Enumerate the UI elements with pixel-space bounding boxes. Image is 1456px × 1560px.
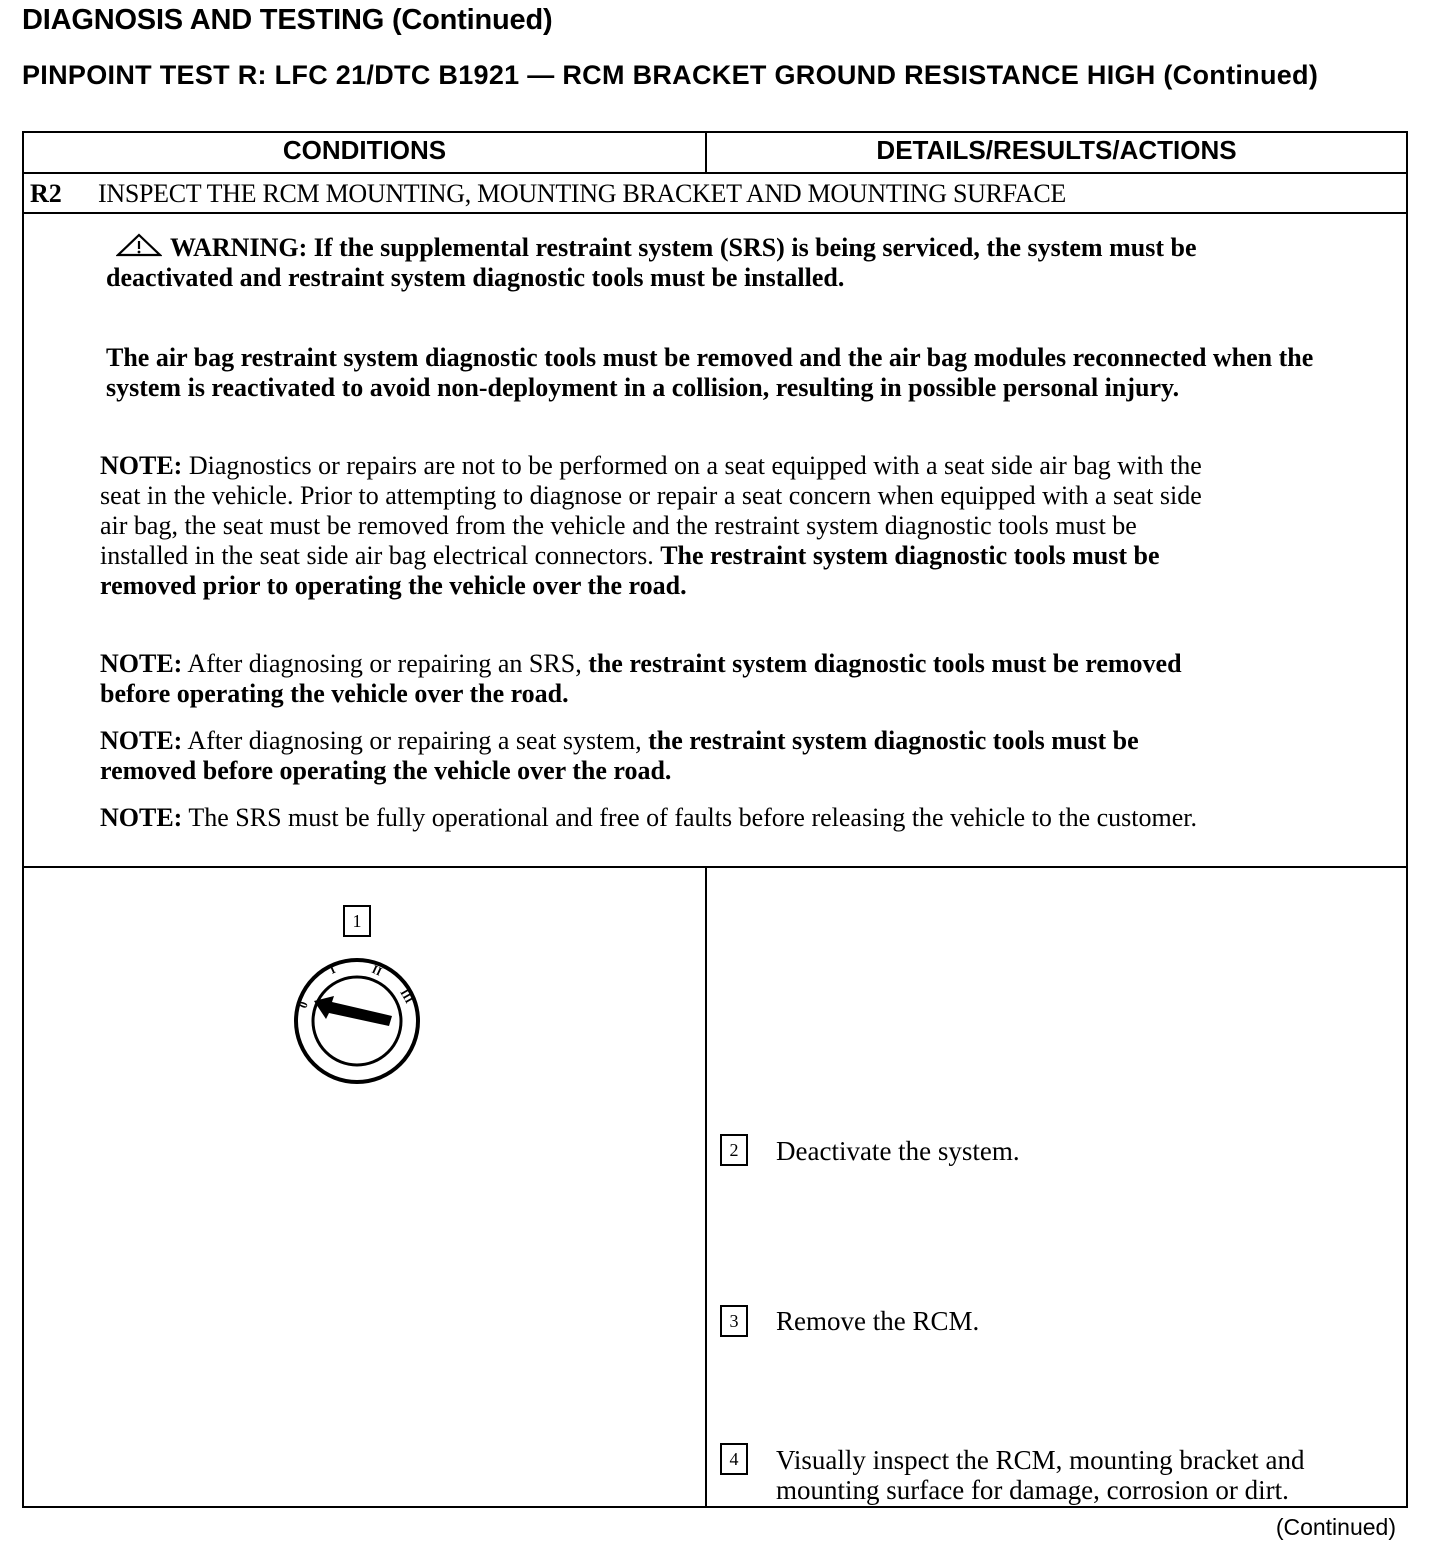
row-divider (24, 212, 1406, 214)
note-4 (100, 803, 1220, 833)
callout-2: 2 (720, 1134, 748, 1166)
step-row (24, 174, 1406, 212)
position-II-label: II (369, 962, 385, 979)
note-text: The SRS must be fully operational and free of faults before releasing the vehicle to the customer. (188, 803, 1198, 832)
position-0-label: 0 (295, 999, 311, 1011)
note-text: After diagnosing or repairing a seat system, (187, 726, 642, 755)
continued-footer: (Continued) (1275, 1514, 1396, 1540)
note-text: Diagnostics or repairs are not to be performed on a seat equipped with a seat side air bag with the seat in the vehicle. Prior to attempting to diagnose or repair a seat concern when equipped with a seat side air bag, the seat must be removed from the vehicle and the restraint system diagnostic tools must be installed in the seat side air bag electrical connectors. (100, 451, 1202, 570)
header-conditions: CONDITIONS (282, 135, 447, 165)
header-divider (705, 133, 707, 172)
page-title: DIAGNOSIS AND TESTING (Continued) (22, 4, 553, 36)
step-id: R2 (30, 179, 62, 208)
position-I-label: I (327, 962, 338, 977)
action-remove-rcm: Remove the RCM. (776, 1306, 980, 1336)
callout-3: 3 (720, 1305, 748, 1337)
warning-text: If the supplemental restraint system (SRS) is being serviced, the system must be deactivated and restraint system diagnostic tools must be installed. (106, 233, 1197, 292)
note-bold-text: the restraint system diagnostic tools must be removed before operating the vehicle over the road. (100, 726, 1139, 785)
row-divider (24, 866, 1406, 868)
note-label: NOTE: (100, 803, 183, 832)
callout-1: 1 (343, 905, 371, 937)
step-title: INSPECT THE RCM MOUNTING, MOUNTING BRACKET AND MOUNTING SURFACE (98, 179, 1066, 208)
note-bold-text: The restraint system diagnostic tools must be removed prior to operating the vehicle over the road. (100, 541, 1160, 600)
note-3 (100, 726, 1220, 786)
header-details: DETAILS/RESULTS/ACTIONS (876, 135, 1237, 165)
note-1 (100, 451, 1210, 601)
pinpoint-test-table (22, 131, 1408, 1508)
warning-triangle-icon (116, 233, 162, 257)
note-2 (100, 649, 1220, 709)
callout-4: 4 (720, 1443, 748, 1475)
note-bold-text: the restraint system diagnostic tools must be removed before operating the vehicle over the road. (100, 649, 1182, 708)
position-III-label: III (397, 986, 417, 1006)
warning-label: WARNING: (170, 233, 308, 262)
action-deactivate: Deactivate the system. (776, 1136, 1020, 1166)
warning-paragraph (106, 233, 1306, 293)
column-divider (705, 866, 707, 1506)
note-text: After diagnosing or repairing an SRS, (187, 649, 582, 678)
warning-text-2: The air bag restraint system diagnostic tools must be removed and the air bag modules reconnected when the system is reactivated to avoid non-deployment in a collision, resulting in possible personal injury. (106, 343, 1314, 402)
action-inspect: Visually inspect the RCM, mounting bracket and mounting surface for damage, corrosion or dirt. (776, 1445, 1305, 1505)
note-label: NOTE: (100, 451, 183, 480)
note-label: NOTE: (100, 649, 183, 678)
ignition-switch-icon (292, 956, 422, 1086)
note-label: NOTE: (100, 726, 183, 755)
pinpoint-test-title: PINPOINT TEST R: LFC 21/DTC B1921 — RCM BRACKET GROUND RESISTANCE HIGH (Continued) (22, 60, 1319, 90)
